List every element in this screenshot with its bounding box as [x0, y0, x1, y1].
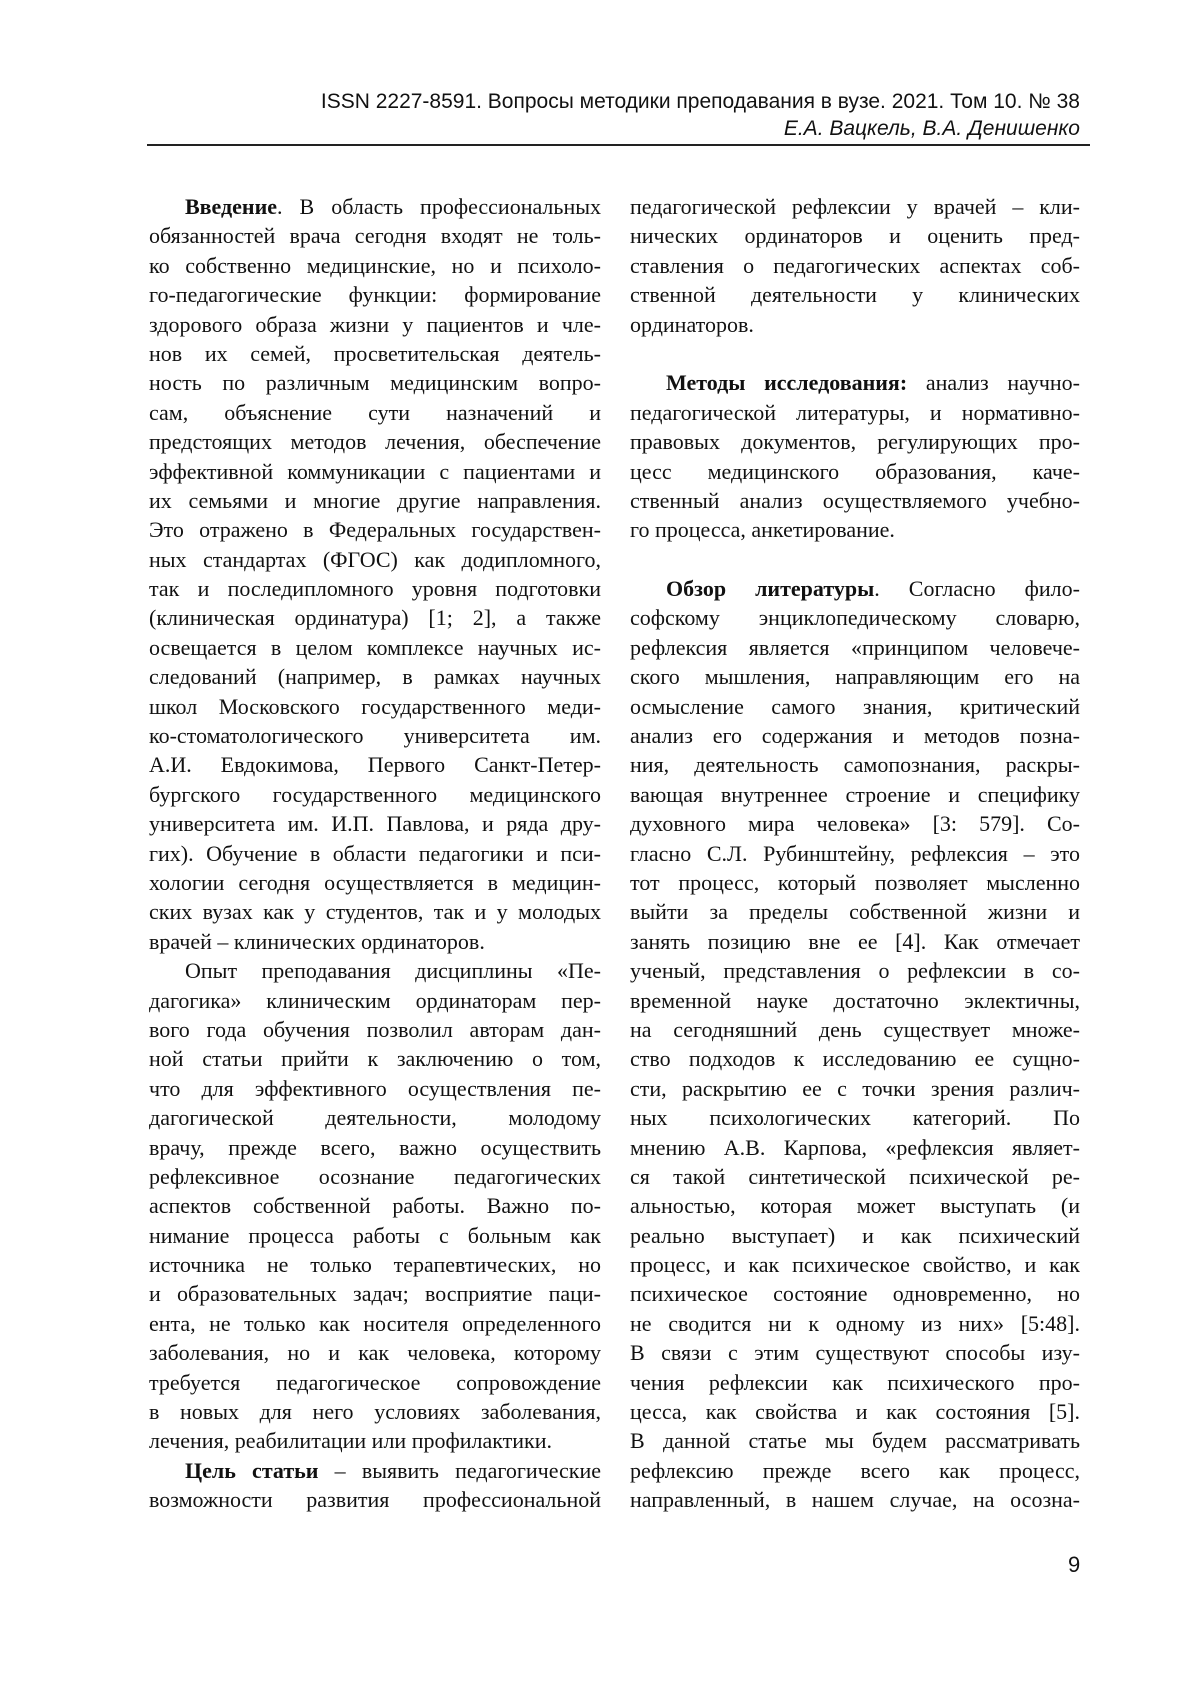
line-text: ния, деятельность самопознания, раскры- [630, 752, 1080, 777]
text-line [149, 633, 601, 662]
line-text: рефлексию прежде всего как процесс, [630, 1458, 1080, 1483]
line-text: так и последипломного уровня подготовки [149, 576, 601, 601]
line-text: следований (например, в рамках научных [149, 664, 601, 689]
text-line [149, 897, 601, 926]
text-line [149, 192, 601, 221]
line-text: ственной деятельности у клинических [630, 282, 1080, 307]
line-text: заболевания, но и как человека, которому [149, 1340, 601, 1365]
line-text: ставления о педагогических аспектах соб- [630, 253, 1080, 278]
line-text: ординаторов. [630, 312, 754, 337]
line-text: Это отражено в Федеральных государствен- [149, 517, 601, 542]
text-line [149, 1221, 601, 1250]
text-line [630, 1368, 1080, 1397]
line-text: ских вузах как у студентов, так и у молодых [149, 899, 601, 924]
text-line [630, 1044, 1080, 1073]
text-line [630, 1133, 1080, 1162]
text-line [630, 1103, 1080, 1132]
line-text: источника не только терапевтических, но [149, 1252, 601, 1277]
text-line [630, 221, 1080, 250]
line-text: цесса, как свойства и как состояния [5]. [630, 1399, 1080, 1424]
line-text: . Согласно фило- [874, 576, 1080, 601]
text-line [149, 927, 601, 956]
text-line [149, 1074, 601, 1103]
line-text: эффективной коммуникации с пациентами и [149, 459, 601, 484]
line-text: и образовательных задач; восприятие паци- [149, 1281, 601, 1306]
line-text: нических ординаторов и оценить пред- [630, 223, 1080, 248]
text-line [630, 1309, 1080, 1338]
text-line [149, 1456, 601, 1485]
line-text: ученый, представления о рефлексии в со- [630, 958, 1080, 983]
section-heading: Обзор литературы [666, 576, 874, 601]
text-line [149, 1103, 601, 1132]
text-line [149, 574, 601, 603]
line-text: нов их семей, просветительская деятель- [149, 341, 601, 366]
blank-line [630, 545, 1080, 574]
line-text: рефлексия является «принципом человече- [630, 635, 1080, 660]
text-line [630, 897, 1080, 926]
text-line [149, 1397, 601, 1426]
text-line [149, 398, 601, 427]
line-text: освещается в целом комплексе научных ис- [149, 635, 601, 660]
line-text: врачу, прежде всего, важно осуществить [149, 1135, 601, 1160]
line-text: ко собственно медицинские, но и психоло- [149, 253, 601, 278]
line-text: здорового образа жизни у пациентов и чле- [149, 312, 601, 337]
text-line [149, 221, 601, 250]
text-line [630, 809, 1080, 838]
line-text: ственный анализ осуществляемого учебно- [630, 488, 1080, 513]
line-text: возможности развития профессиональной [149, 1487, 601, 1512]
text-line [630, 1426, 1080, 1455]
text-line [630, 1485, 1080, 1514]
text-line [630, 956, 1080, 985]
text-line [149, 457, 601, 486]
text-line [149, 868, 601, 897]
text-line [149, 427, 601, 456]
text-line [630, 280, 1080, 309]
text-line [630, 721, 1080, 750]
line-text: ных психологических категорий. По [630, 1105, 1080, 1130]
text-line [149, 1044, 601, 1073]
line-text: вого года обучения позволил авторам дан- [149, 1017, 601, 1042]
text-line [149, 1338, 601, 1367]
text-line [149, 545, 601, 574]
line-text: осмысление самого знания, критический [630, 694, 1080, 719]
text-line [630, 398, 1080, 427]
line-text: на сегодняшний день существует множе- [630, 1017, 1080, 1042]
text-line [630, 1015, 1080, 1044]
text-line [149, 486, 601, 515]
text-line [630, 427, 1080, 456]
text-line [149, 280, 601, 309]
text-line [149, 603, 601, 632]
line-text: В данной статье мы будем рассматривать [630, 1428, 1080, 1453]
text-line [149, 986, 601, 1015]
line-text: дагогика» клиническим ординаторам пер- [149, 988, 601, 1013]
text-line [630, 662, 1080, 691]
line-text: бургского государственного медицинского [149, 782, 601, 807]
text-line [149, 750, 601, 779]
line-text: гласно С.Л. Рубинштейну, рефлексия – это [630, 841, 1080, 866]
line-text: нимание процесса работы с больным как [149, 1223, 601, 1248]
text-line [149, 368, 601, 397]
text-line [149, 1015, 601, 1044]
line-text: выйти за пределы собственной жизни и [630, 899, 1080, 924]
line-text: университета им. И.П. Павлова, и ряда дру- [149, 811, 601, 836]
section-heading: Введение [185, 194, 277, 219]
text-line [630, 692, 1080, 721]
text-line [630, 368, 1080, 397]
line-text: анализ его содержания и методов позна- [630, 723, 1080, 748]
line-text: (клиническая ординатура) [1; 2], а также [149, 605, 601, 630]
line-text: Опыт преподавания дисциплины «Пе- [185, 958, 601, 983]
text-line [149, 1133, 601, 1162]
text-line [630, 1279, 1080, 1308]
line-text: обязанностей врача сегодня входят не толь- [149, 223, 601, 248]
text-line [630, 486, 1080, 515]
text-line [630, 1221, 1080, 1250]
text-line [149, 1368, 601, 1397]
text-line [630, 927, 1080, 956]
line-text: вающая внутреннее строение и специфику [630, 782, 1080, 807]
text-line [630, 251, 1080, 280]
text-line [630, 1162, 1080, 1191]
line-text: лечения, реабилитации или профилактики. [149, 1428, 552, 1453]
line-text: школ Московского государственного меди- [149, 694, 601, 719]
text-line [149, 1426, 601, 1455]
line-text: альностью, которая может выступать (и [630, 1193, 1080, 1218]
text-line [149, 1279, 601, 1308]
line-text: гих). Обучение в области педагогики и пси- [149, 841, 601, 866]
text-line [149, 1191, 601, 1220]
left-column [149, 192, 601, 1515]
line-text: рефлексивное осознание педагогических [149, 1164, 601, 1189]
line-text: врачей – клинических ординаторов. [149, 929, 485, 954]
text-line [149, 692, 601, 721]
page-number: 9 [1068, 1552, 1080, 1578]
line-text: ся такой синтетической психической ре- [630, 1164, 1080, 1189]
line-text: ной статьи прийти к заключению о том, [149, 1046, 601, 1071]
line-text: дагогической деятельности, молодому [149, 1105, 601, 1130]
line-text: сам, объяснение сути назначений и [149, 400, 601, 425]
line-text: хологии сегодня осуществляется в медицин- [149, 870, 601, 895]
journal-header: ISSN 2227-8591. Вопросы методики преподавания в вузе. 2021. Том 10. № 38 [321, 90, 1080, 114]
line-text: – выявить педагогические [318, 1458, 601, 1483]
line-text: процесс, и как психическое свойство, и как [630, 1252, 1080, 1277]
text-line [149, 339, 601, 368]
line-text: направленный, в нашем случае, на осозна- [630, 1487, 1080, 1512]
line-text: ных стандартах (ФГОС) как додипломного, [149, 547, 601, 572]
line-text: А.И. Евдокимова, Первого Санкт-Петер- [149, 752, 601, 777]
line-text: ство подходов к исследованию ее сущно- [630, 1046, 1080, 1071]
line-text: аспектов собственной работы. Важно по- [149, 1193, 601, 1218]
text-line [149, 1162, 601, 1191]
text-line [149, 809, 601, 838]
text-line [630, 457, 1080, 486]
line-text: их семьями и многие другие направления. [149, 488, 601, 513]
line-text: временной науке достаточно эклектичны, [630, 988, 1080, 1013]
text-line [630, 633, 1080, 662]
line-text: ского мышления, направляющим его на [630, 664, 1080, 689]
line-text: . В область профессиональных [277, 194, 601, 219]
line-text: духовного мира человека» [3: 579]. Со- [630, 811, 1080, 836]
text-line [630, 515, 1080, 544]
line-text: ента, не только как носителя определенного [149, 1311, 601, 1336]
line-text: педагогической рефлексии у врачей – кли- [630, 194, 1080, 219]
line-text: софскому энциклопедическому словарю, [630, 605, 1080, 630]
line-text: занять позицию вне ее [4]. Как отмечает [630, 929, 1080, 954]
text-line [630, 1338, 1080, 1367]
section-heading: Цель статьи [185, 1458, 318, 1483]
text-line [630, 1456, 1080, 1485]
line-text: предстоящих методов лечения, обеспечение [149, 429, 601, 454]
article-authors: Е.А. Вацкель, В.А. Денишенко [784, 117, 1080, 141]
text-line [149, 251, 601, 280]
text-line [630, 310, 1080, 339]
line-text: правовых документов, регулирующих про- [630, 429, 1080, 454]
text-line [149, 839, 601, 868]
line-text: В связи с этим существуют способы изу- [630, 1340, 1080, 1365]
line-text: реально выступает) и как психический [630, 1223, 1080, 1248]
line-text: педагогической литературы, и нормативно- [630, 400, 1080, 425]
text-line [149, 780, 601, 809]
blank-line [630, 339, 1080, 368]
text-line [149, 1485, 601, 1514]
right-column [630, 192, 1080, 1515]
text-line [149, 956, 601, 985]
line-text: цесс медицинского образования, каче- [630, 459, 1080, 484]
text-line [630, 1397, 1080, 1426]
line-text: ность по различным медицинским вопро- [149, 370, 601, 395]
text-line [149, 662, 601, 691]
text-line [630, 780, 1080, 809]
text-line [630, 1191, 1080, 1220]
line-text: не сводится ни к одному из них» [5:48]. [630, 1311, 1080, 1336]
line-text: что для эффективного осуществления пе- [149, 1076, 601, 1101]
text-line [630, 839, 1080, 868]
line-text: требуется педагогическое сопровождение [149, 1370, 601, 1395]
line-text: психическое состояние одновременно, но [630, 1281, 1080, 1306]
text-line [630, 868, 1080, 897]
text-line [630, 986, 1080, 1015]
line-text: мнению А.В. Карпова, «рефлексия являет- [630, 1135, 1080, 1160]
text-line [630, 750, 1080, 779]
section-heading: Методы исследования: [666, 370, 907, 395]
text-line [149, 721, 601, 750]
text-line [149, 1250, 601, 1279]
text-line [630, 574, 1080, 603]
text-line [149, 1309, 601, 1338]
line-text: чения рефлексии как психического про- [630, 1370, 1080, 1395]
text-line [630, 603, 1080, 632]
line-text: в новых для него условиях заболевания, [149, 1399, 601, 1424]
line-text: тот процесс, который позволяет мысленно [630, 870, 1080, 895]
text-line [149, 310, 601, 339]
line-text: анализ научно- [907, 370, 1080, 395]
line-text: го-педагогические функции: формирование [149, 282, 601, 307]
line-text: го процесса, анкетирование. [630, 517, 895, 542]
line-text: сти, раскрытию ее с точки зрения различ- [630, 1076, 1080, 1101]
text-line [630, 1250, 1080, 1279]
text-line [630, 1074, 1080, 1103]
header-rule [147, 144, 1090, 146]
text-line [630, 192, 1080, 221]
line-text: ко-стоматологического университета им. [149, 723, 601, 748]
text-line [149, 515, 601, 544]
